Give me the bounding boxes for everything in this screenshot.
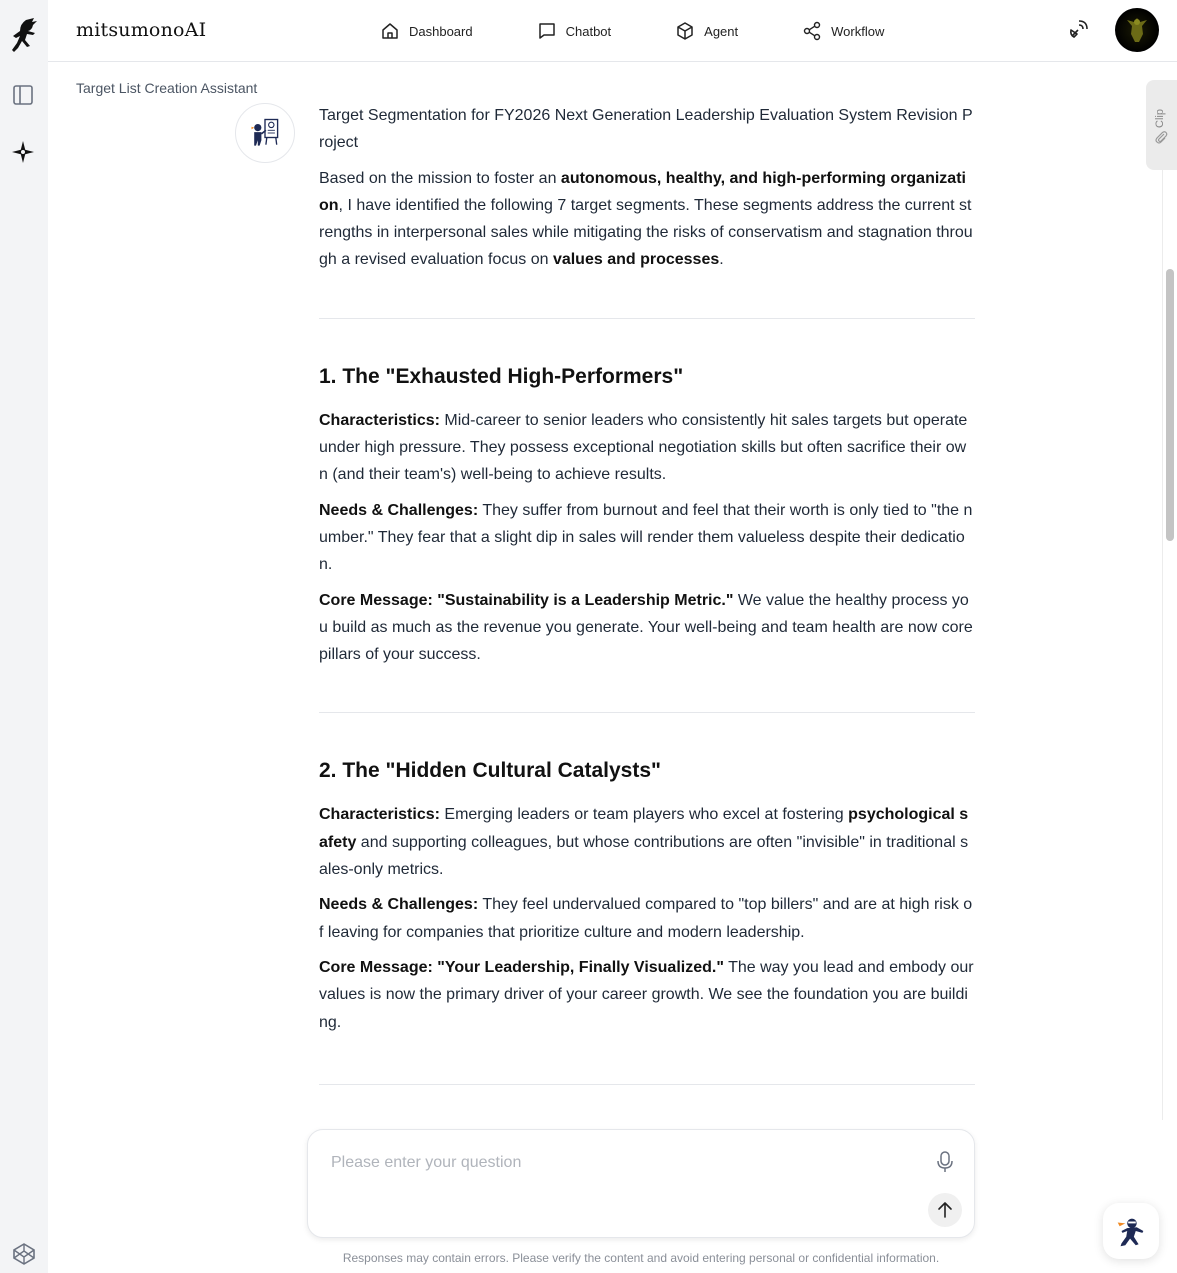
field-text: We value the healthy process you build as much as the revenue you generate. Your well-being and team health are now core pillars of your success. (319, 591, 973, 664)
question-input[interactable] (331, 1150, 891, 1176)
nav-dashboard-label: Dashboard (409, 23, 473, 39)
field-text: Emerging leaders or team players who excel at fostering (439, 806, 849, 824)
disclaimer-text: Responses may contain errors. Please verify the content and avoid entering personal or confidential information. (342, 1251, 940, 1265)
home-icon (380, 21, 400, 41)
brand-name: mitsumonoAI (76, 19, 207, 41)
chat-bubble-icon (537, 21, 557, 41)
user-avatar[interactable] (1115, 8, 1159, 52)
top-bar (48, 0, 1177, 62)
sidebar-toggle-icon[interactable] (12, 84, 34, 106)
segment-needs (319, 891, 975, 946)
share-nodes-icon (802, 21, 822, 41)
send-button[interactable] (928, 1193, 962, 1227)
field-emphasis: psychological safety (319, 806, 969, 851)
nav-workflow[interactable] (802, 21, 884, 41)
divider (319, 712, 975, 713)
intro-text: Based on the mission to foster an (319, 169, 561, 187)
field-label: Characteristics: (319, 806, 440, 824)
nav-workflow-label: Workflow (831, 23, 885, 39)
field-text: and supporting colleagues, but whose contributions are often "invisible" in traditional sales-only metrics. (319, 833, 969, 879)
assistant-launcher-button[interactable] (1103, 1203, 1159, 1259)
field-text: Mid-career to senior leaders who consistently hit sales targets but operate under high pressure. They possess exceptional negotiation skills but often sacrifice their own (and their team's) well-being to achieve results. (319, 411, 968, 484)
scrollbar-thumb[interactable] (1166, 269, 1174, 541)
field-label: Core Message: "Your Leadership, Finally Visualized." (319, 958, 724, 976)
cube-icon (675, 21, 695, 41)
intro-emphasis: autonomous, healthy, and high-performing organization (319, 169, 966, 214)
field-text: They suffer from burnout and feel that their worth is only tied to "the number." They fear that a slight dip in sales will render them valueless despite their dedication. (319, 501, 973, 574)
field-text: They feel undervalued compared to "top billers" and are at high risk of leaving for companies that prioritize culture and modern leadership. (319, 896, 973, 941)
satellite-dish-icon[interactable] (1066, 18, 1090, 42)
field-label: Needs & Challenges: (319, 501, 479, 519)
message-title: Target Segmentation for FY2026 Next Generation Leadership Evaluation System Revision Project (319, 107, 973, 152)
intro-text: . (719, 251, 724, 269)
left-rail (0, 0, 48, 1273)
intro-emphasis: values and processes (552, 251, 720, 269)
message-intro (319, 165, 975, 274)
chat-composer (307, 1129, 975, 1238)
sparkle-icon[interactable] (11, 140, 35, 164)
breadcrumb-title: Target List Creation Assistant (76, 80, 258, 96)
paperclip-icon (1154, 130, 1168, 144)
ninja-logo-icon[interactable] (8, 16, 40, 54)
ninja-presentation-icon (247, 115, 283, 151)
avatar-figure-icon (1115, 8, 1159, 52)
divider (319, 1084, 975, 1085)
clip-label: Clip (1154, 109, 1166, 128)
nav-agent-label: Agent (704, 23, 739, 39)
field-label: Core Message: "Sustainability is a Leadership Metric." (319, 591, 734, 609)
assistant-message (319, 102, 975, 1129)
microphone-icon[interactable] (934, 1150, 956, 1174)
segment-heading: 2. The "Hidden Cultural Catalysts" (319, 759, 661, 783)
intro-text: , I have identified the following 7 target segments. These segments address the current strengths in interpersonal sales while mitigating the risks of conservatism and stagnation through a revised evaluation focus on (319, 196, 973, 269)
segment-characteristics (319, 801, 975, 883)
divider (319, 318, 975, 319)
nav-agent[interactable] (675, 21, 738, 41)
nav-chatbot-label: Chatbot (565, 23, 612, 39)
field-text: The way you lead and embody our values is now the primary driver of your career growth. We see the foundation you are building. (319, 958, 974, 1031)
segment-heading: 1. The "Exhausted High-Performers" (319, 364, 684, 388)
field-label: Needs & Challenges: (319, 896, 479, 914)
segment-core-message (319, 587, 975, 669)
clip-tab[interactable] (1146, 80, 1177, 170)
assistant-avatar (235, 103, 295, 163)
segment-needs (319, 497, 975, 579)
arrow-up-icon (935, 1200, 955, 1220)
ninja-mascot-icon (1112, 1212, 1150, 1250)
segment-characteristics (319, 407, 975, 489)
segment-core-message (319, 954, 975, 1036)
nav-dashboard[interactable] (380, 21, 473, 41)
field-label: Characteristics: (319, 411, 440, 429)
codepen-icon[interactable] (12, 1243, 36, 1265)
main-nav (380, 0, 948, 62)
nav-chatbot[interactable] (537, 21, 612, 41)
